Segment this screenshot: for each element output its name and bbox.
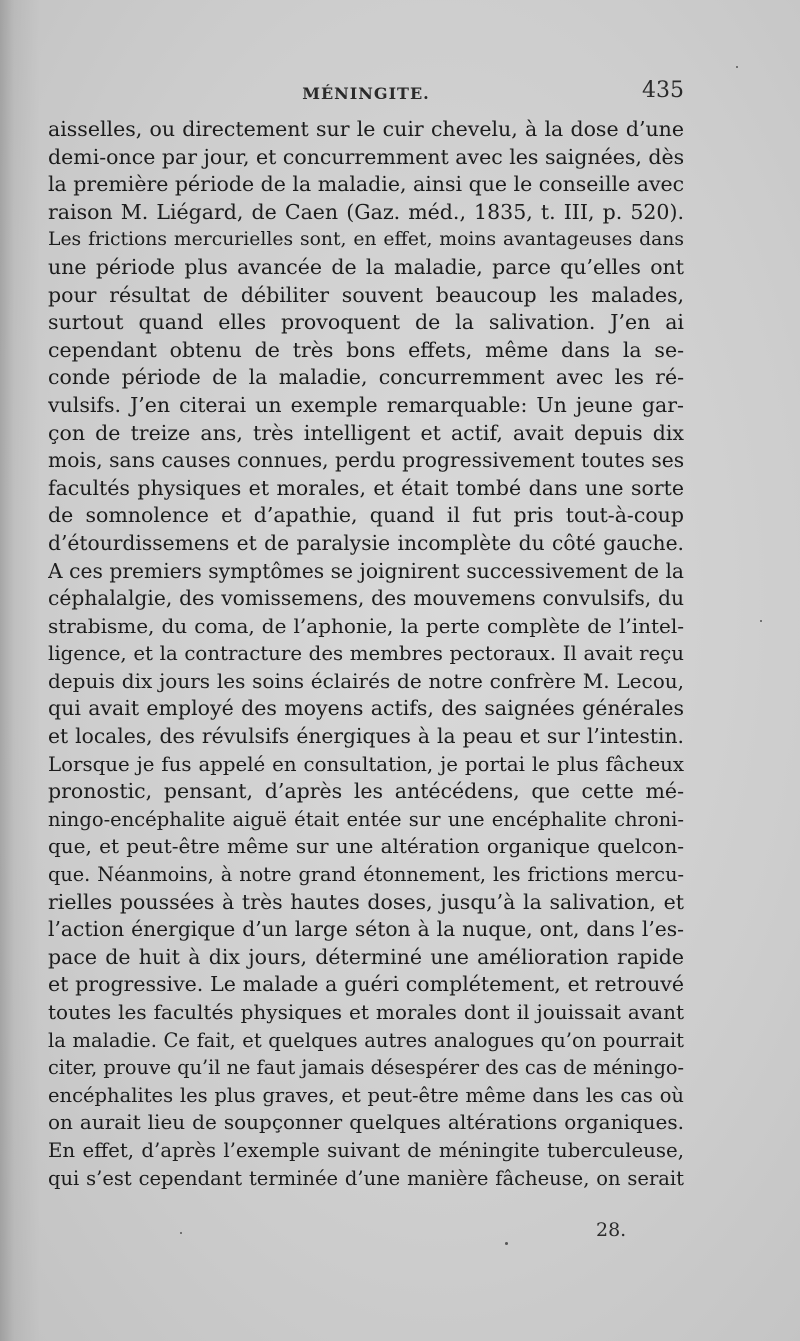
text-line: que. Néanmoins, à notre grand étonnement, les frictions mercu-	[48, 863, 684, 887]
text-line: mois, sans causes connues, perdu progressivement toutes ses	[48, 448, 684, 473]
page-number: 435	[642, 78, 684, 103]
text-line: En effet, d’après l’exemple suivant de méningite tuberculeuse,	[48, 1138, 684, 1162]
text-line: cependant obtenu de très bons effets, même dans la se-	[48, 337, 684, 362]
text-line: pronostic, pensant, d’après les antécédens, que cette mé-	[48, 779, 684, 804]
text-line: vulsifs. J’en citerai un exemple remarquable: Un jeune gar-	[48, 392, 684, 417]
body-text	[48, 116, 684, 1192]
text-line: la première période de la maladie, ainsi que le conseille avec	[48, 172, 684, 197]
text-line: l’action énergique d’un large séton à la nuque, ont, dans l’es-	[48, 917, 684, 942]
text-line: facultés physiques et morales, et était tombé dans une sorte	[48, 475, 684, 500]
text-line: pace de huit à dix jours, déterminé une amélioration rapide	[48, 944, 684, 969]
text-line: depuis dix jours les soins éclairés de notre confrère M. Lecou,	[48, 668, 684, 693]
text-line: qui s’est cependant terminée d’une manière fâcheuse, on serait	[48, 1166, 684, 1190]
text-line: rielles poussées à très hautes doses, jusqu’à la salivation, et	[48, 889, 684, 914]
text-line: toutes les facultés physiques et morales dont il jouissait avant	[48, 1000, 684, 1024]
text-line: conde période de la maladie, concurremment avec les ré-	[48, 365, 684, 390]
text-line: qui avait employé des moyens actifs, des saignées générales	[48, 696, 684, 721]
signature-mark: 28.	[596, 1219, 627, 1241]
text-line: et progressive. Le malade a guéri complétement, et retrouvé	[48, 972, 684, 997]
text-line: ningo-encéphalite aiguë était entée sur une encéphalite chroni-	[48, 807, 684, 831]
text-line: raison M. Liégard, de Caen (Gaz. méd., 1835, t. III, p. 520).	[48, 199, 684, 224]
paper-speck	[180, 1232, 182, 1234]
page-header	[48, 78, 684, 112]
text-line: citer, prouve qu’il ne faut jamais désespérer des cas de méningo-	[48, 1056, 684, 1080]
text-line: on aurait lieu de soupçonner quelques altérations organiques.	[48, 1110, 684, 1135]
paper-speck	[760, 620, 762, 622]
text-line: strabisme, du coma, de l’aphonie, la perte complète de l’intel-	[48, 613, 684, 638]
running-head: MÉNINGITE.	[302, 84, 430, 103]
text-line: d’étourdissemens et de paralysie incomplète du côté gauche.	[48, 530, 684, 555]
text-line: ligence, et la contracture des membres pectoraux. Il avait reçu	[48, 642, 684, 666]
text-line: céphalalgie, des vomissemens, des mouvemens convulsifs, du	[48, 586, 684, 611]
text-line: çon de treize ans, très intelligent et actif, avait depuis dix	[48, 420, 684, 445]
paper-speck	[505, 1242, 508, 1245]
text-line: de somnolence et d’apathie, quand il fut pris tout-à-coup	[48, 503, 684, 528]
text-line: encéphalites les plus graves, et peut-être même dans les cas où	[48, 1083, 684, 1107]
text-line: Lorsque je fus appelé en consultation, je portai le plus fâcheux	[48, 752, 684, 776]
text-line: surtout quand elles provoquent de la salivation. J’en ai	[48, 310, 684, 335]
text-line: pour résultat de débiliter souvent beaucoup les malades,	[48, 282, 684, 307]
paper-speck	[736, 66, 738, 68]
text-line: une période plus avancée de la maladie, parce qu’elles ont	[48, 254, 684, 279]
text-line: Les frictions mercurielles sont, en effet, moins avantageuses dans	[48, 229, 684, 251]
text-line: demi-once par jour, et concurremment avec les saignées, dès	[48, 144, 684, 169]
text-line: la maladie. Ce fait, et quelques autres analogues qu’on pourrait	[48, 1028, 684, 1052]
text-line: aisselles, ou directement sur le cuir chevelu, à la dose d’une	[48, 117, 684, 141]
text-line: et locales, des révulsifs énergiques à la peau et sur l’intestin.	[48, 724, 684, 749]
text-line: que, et peut-être même sur une altération organique quelcon-	[48, 834, 684, 859]
text-line: A ces premiers symptômes se joignirent successivement de la	[48, 558, 684, 583]
